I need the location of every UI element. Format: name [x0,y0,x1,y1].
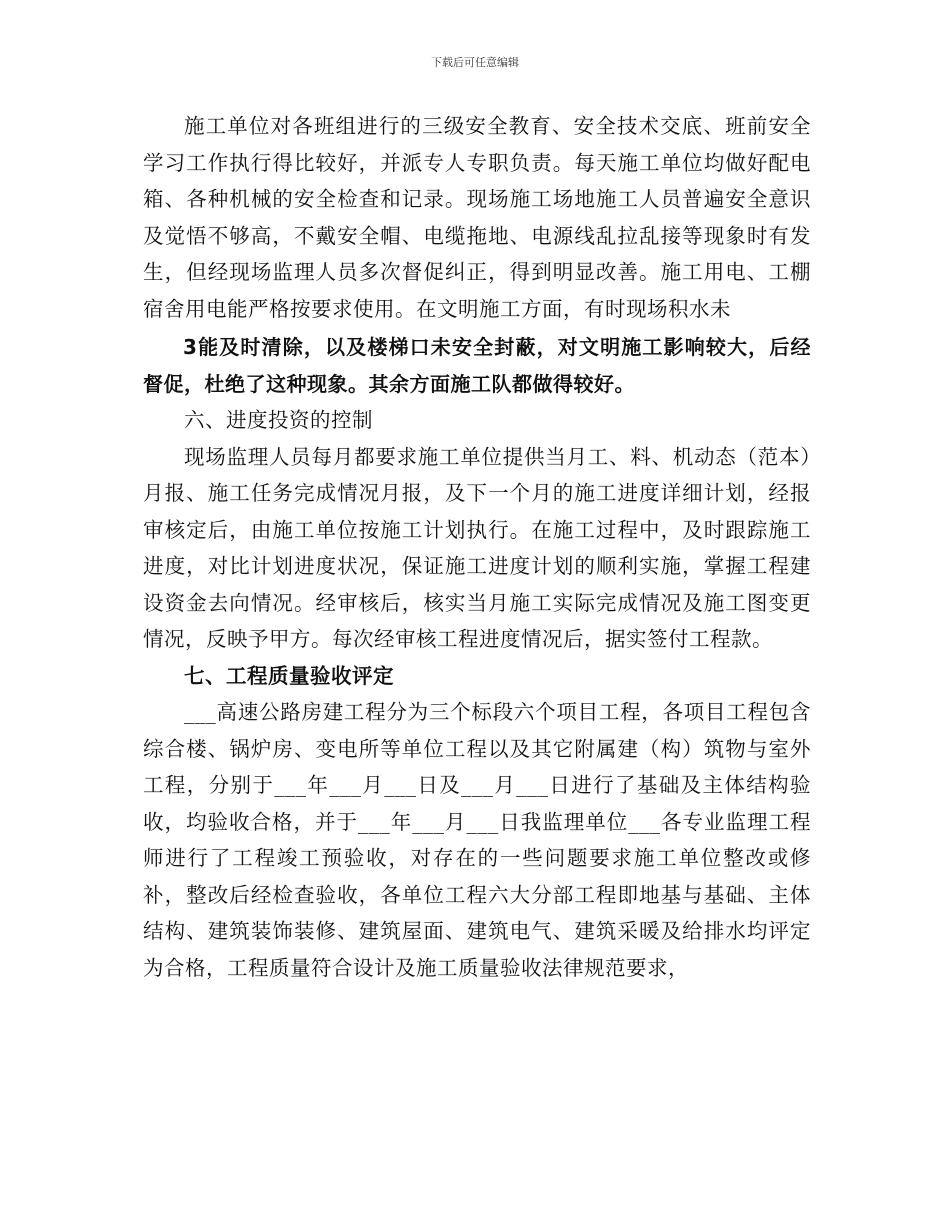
section-heading-progress-investment: 六、进度投资的控制 [184,408,373,432]
paragraph-civilized-construction: 3能及时清除，以及楼梯口未安全封蔽，对文明施工影响较大，后经督促，杜绝了这种现象。其余方面施工队都做得较好。 [143,335,811,396]
paragraph-safety-education: 施工单位对各班组进行的三级安全教育、安全技术交底、班前安全学习工作执行得比较好，并派专人专职负责。每天施工单位均做好配电箱、各种机械的安全检查和记录。现场施工场地施工人员普遍安全意识及觉悟不够高，不戴安全帽、电缆拖地、电源线乱拉乱接等现象时有发生，但经现场监理人员多次督促纠正，得到明显改善。施工用电、工棚宿舍用电能严格按要求使用。在文明施工方面，有时现场积水未 [143,114,811,321]
section-heading-quality-acceptance: 七、工程质量验收评定 [184,663,394,688]
document-body [143,108,811,986]
paragraph-quality-acceptance: ___高速公路房建工程分为三个标段六个项目工程，各项目工程包含综合楼、锅炉房、变电所等单位工程以及其它附属建（构）筑物与室外工程，分别于___年___月___日及___月___日进行了基础及主体结构验收，均验收合格，并于___年___月___日我监理单位___各专业监理工程师进行了工程竣工预验收，对存在的一些问题要求施工单位整改或修补，整改后经检查验收，各单位工程六大分部工程即地基与基础、主体结构、建筑装饰装修、建筑屋面、建筑电气、建筑采暖及给排水均评定为合格，工程质量符合设计及施工质量验收法律规范要求， [143,700,811,980]
page-header: 下载后可任意编辑 [431,56,519,69]
paragraph-progress-control: 现场监理人员每月都要求施工单位提供当月工、料、机动态（范本）月报、施工任务完成情况月报，及下一个月的施工进度详细计划，经报审核定后，由施工单位按施工计划执行。在施工过程中，及时跟踪施工进度，对比计划进度状况，保证施工进度计划的顺利实施，掌握工程建设资金去向情况。经审核后，核实当月施工实际完成情况及施工图变更情况，反映予甲方。每次经审核工程进度情况后，据实签付工程款。 [143,444,811,651]
